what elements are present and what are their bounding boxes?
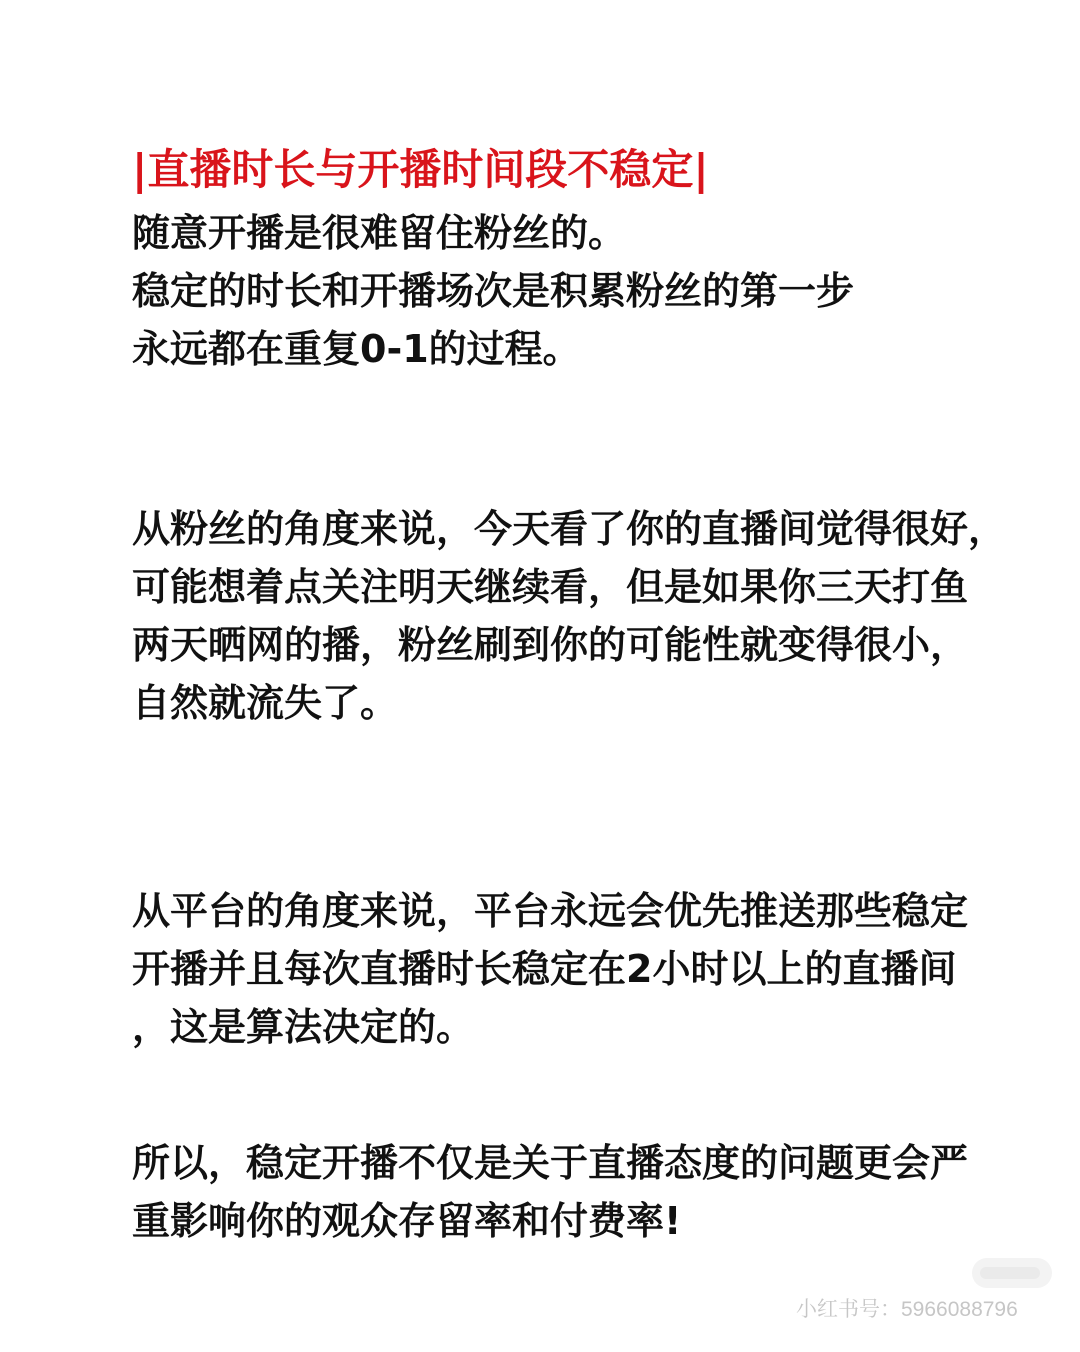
paragraph-line: 可能想着点关注明天继续看，但是如果你三天打鱼	[132, 565, 969, 609]
paragraph-1	[132, 204, 1032, 378]
paragraph-line: ，这是算法决定的。	[132, 1005, 475, 1049]
paragraph-line: 从粉丝的角度来说，今天看了你的直播间觉得很好，	[132, 507, 1007, 551]
section-heading: |直播时长与开播时间段不稳定|	[132, 145, 709, 194]
paragraph-line: 自然就流失了。	[132, 681, 399, 725]
xiaohongshu-logo-icon	[972, 1258, 1052, 1288]
paragraph-line: 从平台的角度来说，平台永远会优先推送那些稳定	[132, 889, 969, 933]
paragraph-line: 所以，稳定开播不仅是关于直播态度的问题更会严	[132, 1141, 969, 1185]
paragraph-line: 稳定的时长和开播场次是积累粉丝的第一步	[132, 269, 855, 313]
paragraph-line: 随意开播是很难留住粉丝的。	[132, 211, 627, 255]
paragraph-3	[132, 882, 1032, 1056]
paragraph-line: 重影响你的观众存留率和付费率!	[132, 1199, 682, 1243]
paragraph-line: 永远都在重复0-1的过程。	[132, 327, 581, 371]
watermark-id: 小红书号：5966088796	[796, 1298, 1018, 1321]
paragraph-2	[132, 500, 1032, 732]
paragraph-4	[132, 1134, 1032, 1250]
paragraph-line: 开播并且每次直播时长稳定在2小时以上的直播间	[132, 947, 957, 991]
paragraph-line: 两天晒网的播，粉丝刷到你的可能性就变得很小，	[132, 623, 969, 667]
